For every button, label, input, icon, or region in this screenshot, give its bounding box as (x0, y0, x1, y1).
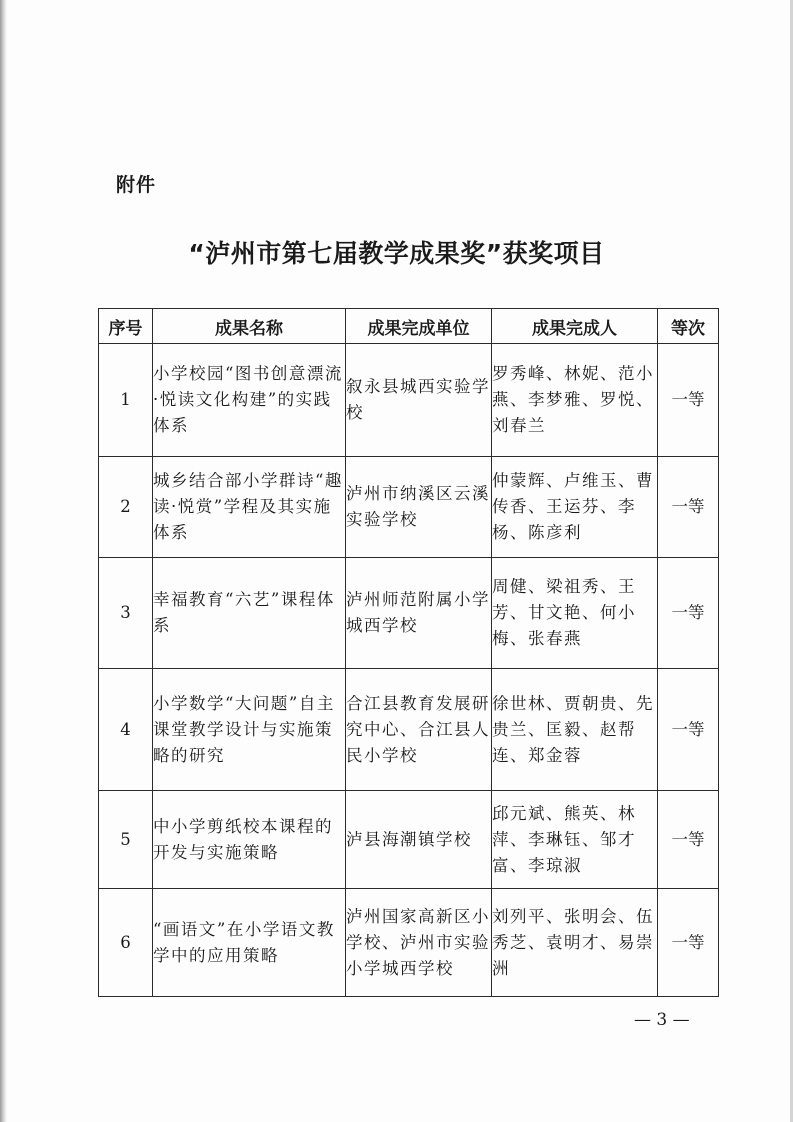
cell-unit: 泸州国家高新区小学校、泸州市实验小学城西学校 (346, 889, 492, 997)
header-unit: 成果完成单位 (346, 309, 492, 344)
cell-level: 一等 (658, 344, 719, 457)
cell-people: 仲蒙辉、卢维玉、曹传香、王运芬、李杨、陈彦利 (492, 457, 658, 558)
cell-people: 周健、梁祖秀、王芳、甘文艳、何小梅、张春燕 (492, 558, 658, 669)
attachment-label: 附件 (116, 174, 157, 196)
table-row (99, 344, 719, 457)
cell-name: 幸福教育“六艺”课程体系 (153, 558, 346, 669)
scan-edge-left (0, 0, 7, 1122)
cell-no: 3 (99, 558, 153, 669)
cell-no: 4 (99, 669, 153, 791)
table-row (99, 669, 719, 791)
cell-unit: 泸州师范附属小学城西学校 (346, 558, 492, 669)
cell-people: 刘列平、张明会、伍秀芝、袁明才、易崇洲 (492, 889, 658, 997)
cell-level: 一等 (658, 669, 719, 791)
cell-people: 邱元斌、熊英、林萍、李琳钰、邹才富、李琼淑 (492, 791, 658, 889)
cell-no: 6 (99, 889, 153, 997)
cell-name: “画语文”在小学语文教学中的应用策略 (153, 889, 346, 997)
awards-table (98, 308, 719, 997)
cell-unit: 泸县海潮镇学校 (346, 791, 492, 889)
header-name: 成果名称 (153, 309, 346, 344)
cell-level: 一等 (658, 457, 719, 558)
cell-name: 小学校园“图书创意漂流·悦读文化构建”的实践体系 (153, 344, 346, 457)
cell-no: 2 (99, 457, 153, 558)
table-row (99, 457, 719, 558)
cell-unit: 叙永县城西实验学校 (346, 344, 492, 457)
cell-no: 1 (99, 344, 153, 457)
table-row (99, 791, 719, 889)
cell-level: 一等 (658, 791, 719, 889)
cell-level: 一等 (658, 889, 719, 997)
cell-level: 一等 (658, 558, 719, 669)
header-level: 等次 (658, 309, 719, 344)
table-header-row (99, 309, 719, 344)
cell-unit: 合江县教育发展研究中心、合江县人民小学校 (346, 669, 492, 791)
cell-unit: 泸州市纳溪区云溪实验学校 (346, 457, 492, 558)
cell-people: 罗秀峰、林妮、范小燕、李梦雅、罗悦、刘春兰 (492, 344, 658, 457)
cell-no: 5 (99, 791, 153, 889)
header-people: 成果完成人 (492, 309, 658, 344)
cell-name: 小学数学“大问题”自主课堂教学设计与实施策略的研究 (153, 669, 346, 791)
cell-people: 徐世林、贾朝贵、先贵兰、匡毅、赵帮连、郑金蓉 (492, 669, 658, 791)
header-no: 序号 (99, 309, 153, 344)
page-title: “泸州市第七届教学成果奖”获奖项目 (188, 239, 605, 268)
table-row (99, 558, 719, 669)
cell-name: 中小学剪纸校本课程的开发与实施策略 (153, 791, 346, 889)
page-number: — 3 — (634, 1010, 690, 1030)
table-row (99, 889, 719, 997)
cell-name: 城乡结合部小学群诗“趣读·悦赏”学程及其实施体系 (153, 457, 346, 558)
